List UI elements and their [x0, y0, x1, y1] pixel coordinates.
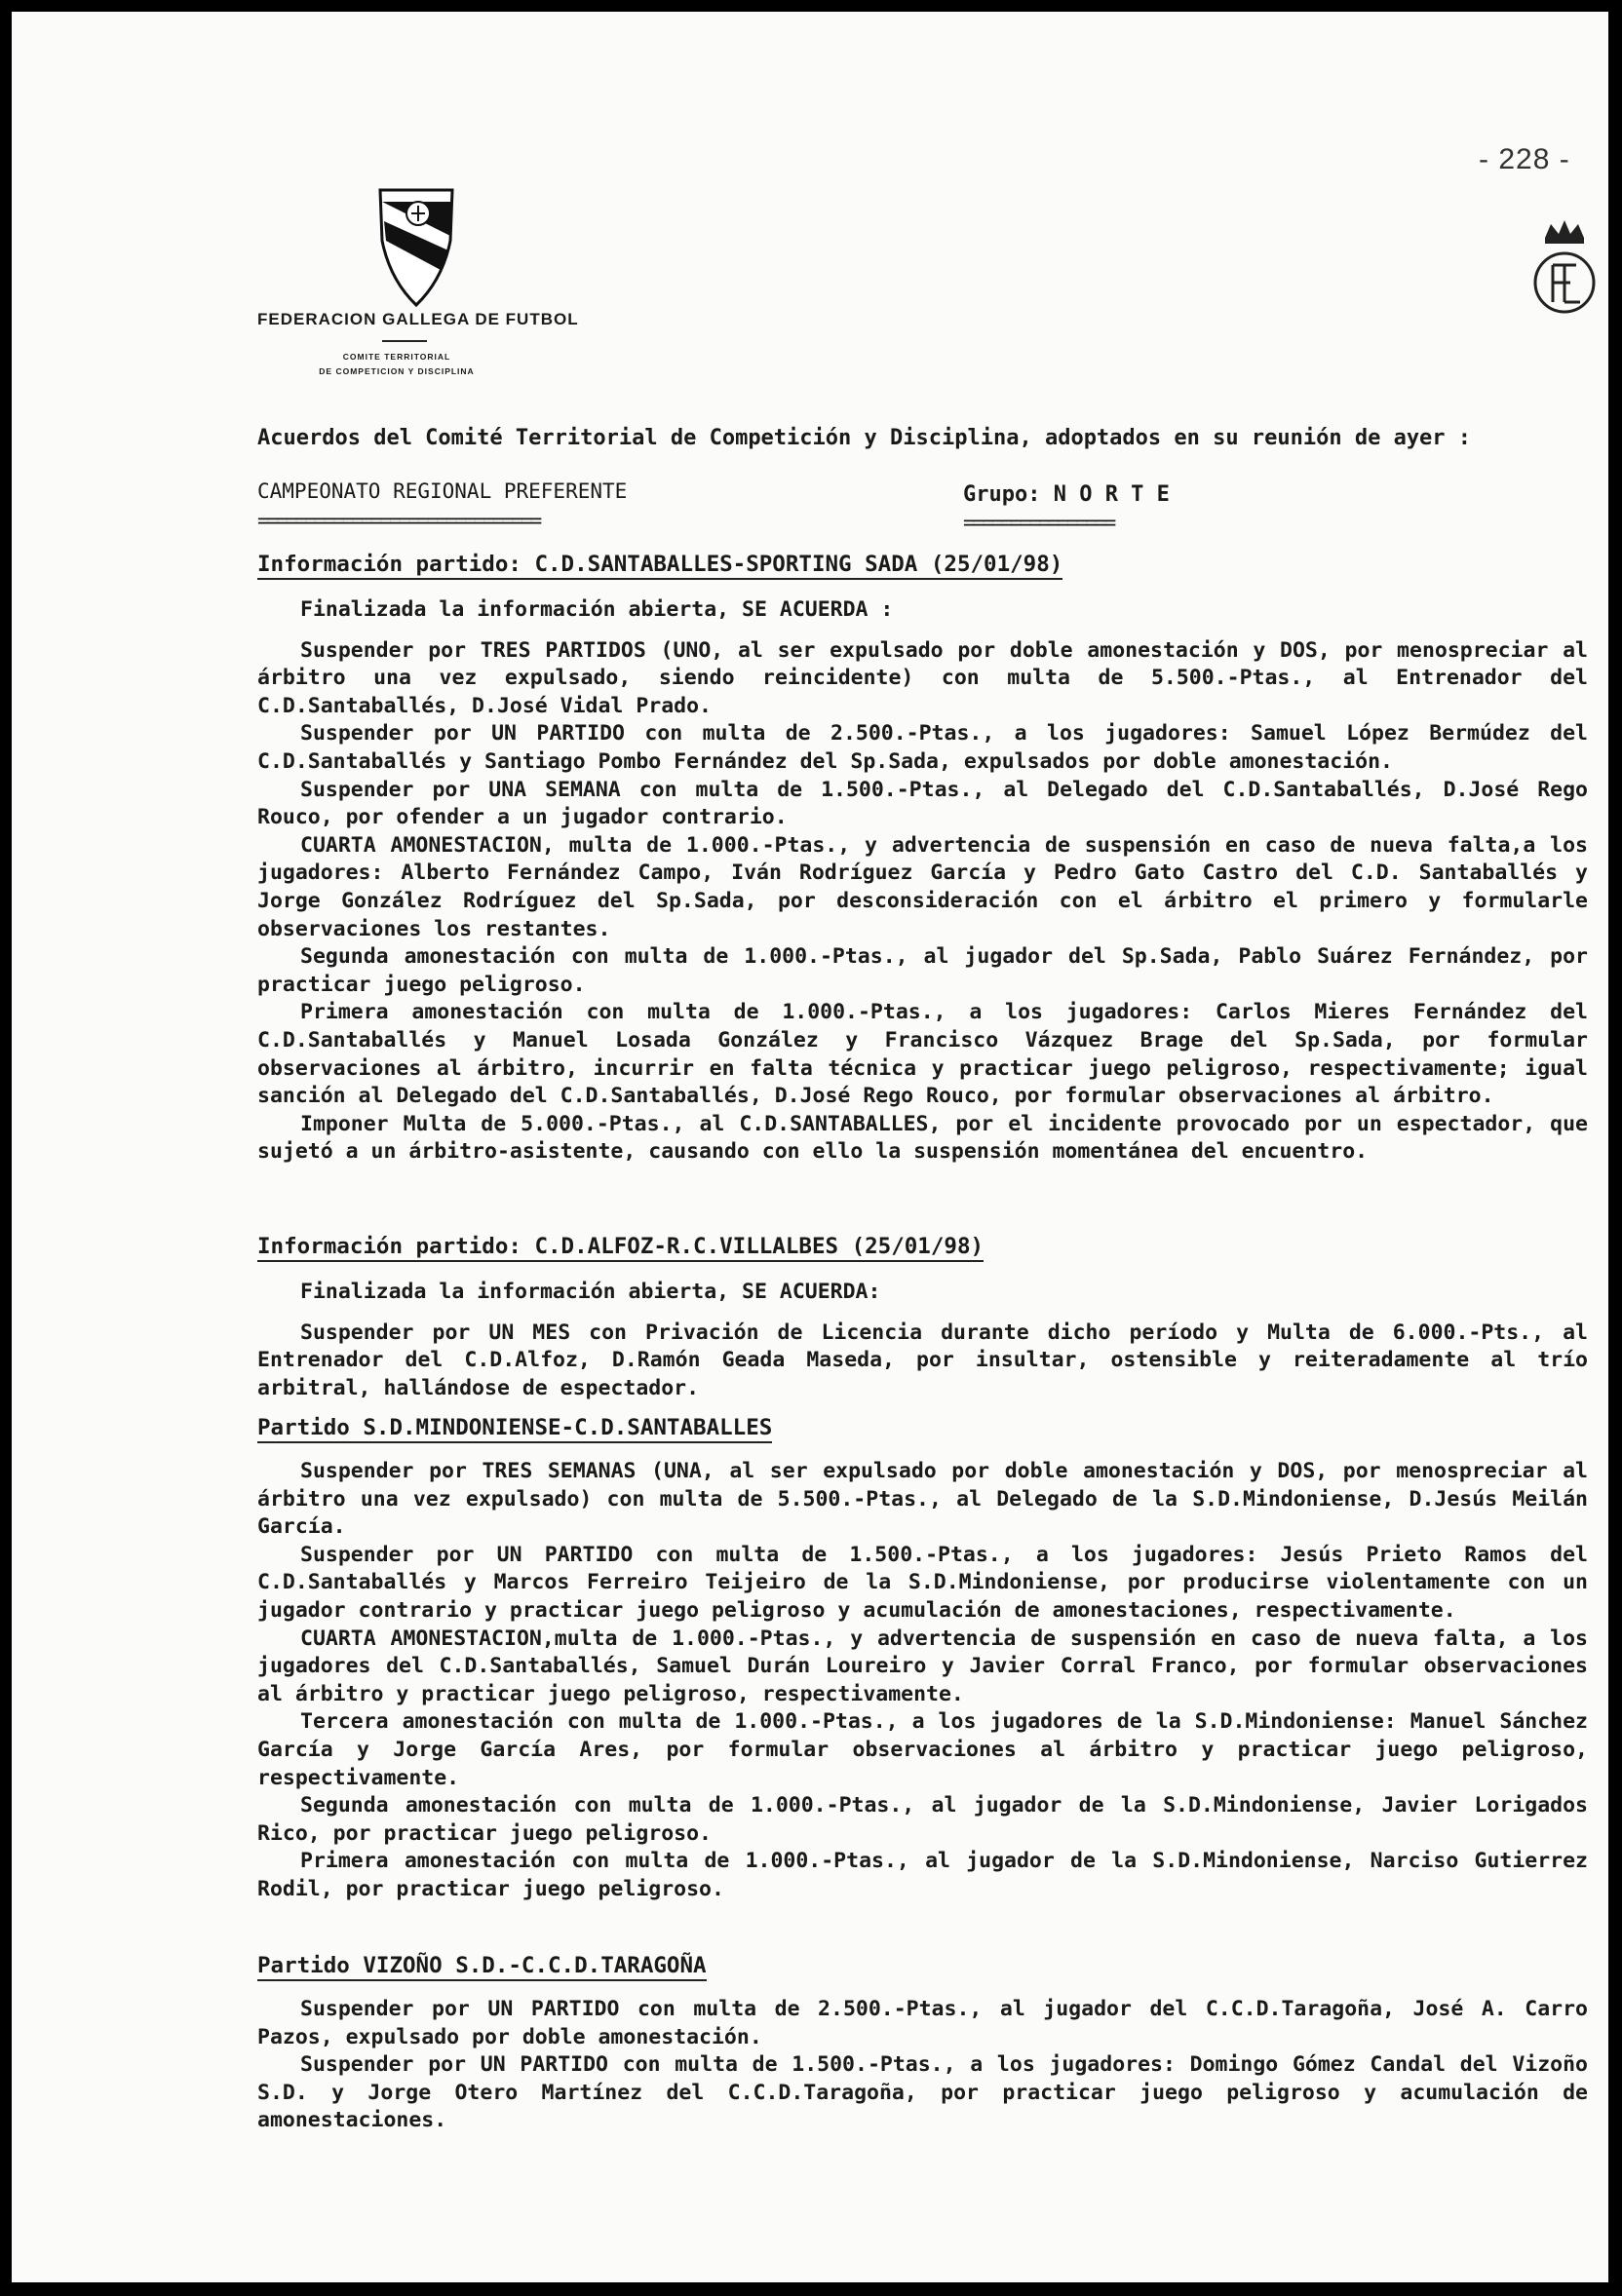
paragraph: Suspender por UN PARTIDO con multa de 1.500.-Ptas., a los jugadores: Jesús Prieto Ramos del C.D.Santaballés y Marcos Ferreiro Teijeiro de la S.D.Mindoniense, por producirse violentamente con un jugador contrario y practicar juego peligroso y acumulación de amonestaciones, respectivamente. — [257, 1542, 1588, 1623]
paragraph: Suspender por TRES PARTIDOS (UNO, al ser expulsado por doble amonestación y DOS, por menospreciar al árbitro una vez expulsado, siendo reincidente) con multa de 5.500.-Ptas., al Entrenador del C.D.Santaballés, D.José Vidal Prado. — [257, 637, 1588, 718]
intro-text: Acuerdos del Comité Territorial de Competición y Disciplina, adoptados en su reunión de ayer : — [257, 426, 1472, 450]
section-heading: Información partido: C.D.ALFOZ-R.C.VILLALBES (25/01/98) — [257, 1234, 984, 1262]
page-number: - 228 - — [1479, 143, 1570, 175]
paragraph: Suspender por UN PARTIDO con multa de 2.500.-Ptas., al jugador del C.C.D.Taragoña, José A. Carro Pazos, expulsado por doble amonestación. — [257, 1997, 1588, 2049]
group-label: Grupo: N O R T E — [963, 482, 1170, 507]
section-heading: Partido S.D.MINDONIENSE-C.D.SANTABALLES — [257, 1415, 772, 1443]
section-body — [257, 1996, 1588, 2135]
paragraph: Segunda amonestación con multa de 1.000.-Ptas., al jugador del Sp.Sada, Pablo Suárez Fernández, por practicar juego peligroso. — [257, 944, 1588, 997]
section-lead: Finalizada la información abierta, SE ACUERDA : — [300, 597, 894, 622]
section-body — [257, 1279, 1588, 1402]
document-page — [12, 12, 1608, 2282]
paragraph: Primera amonestación con multa de 1.000.-Ptas., a los jugadores: Carlos Mieres Fernández del C.D.Santaballés y Manuel Losada González y Francisco Vázquez Brage del Sp.Sada, por formular observaciones al árbitro, incurrir en falta técnica y practicar juego peligroso, respectivamente; igual sanción al Delegado del C.D.Santaballés, D.José Rego Rouco, por formular observaciones al árbitro. — [257, 1000, 1588, 1109]
section-body — [257, 1458, 1588, 1904]
championship-title: CAMPEONATO REGIONAL PREFERENTE — [257, 479, 628, 503]
committee-name: COMITE TERRITORIAL DE COMPETICION Y DISCIPLINA — [319, 352, 475, 376]
paragraph: Suspender por UNA SEMANA con multa de 1.500.-Ptas., al Delegado del C.D.Santaballés, D.José Rego Rouco, por ofender a un jugador contrario. — [257, 777, 1588, 830]
paragraph: Suspender por UN PARTIDO con multa de 2.500.-Ptas., a los jugadores: Samuel López Bermúdez del C.D.Santaballés y Santiago Pombo Fernández del Sp.Sada, expulsados por doble amonestación. — [257, 721, 1588, 774]
rfef-crest-icon — [1527, 216, 1602, 324]
federation-crest-icon — [372, 182, 460, 309]
divider — [382, 340, 427, 342]
paragraph: Suspender por UN PARTIDO con multa de 1.500.-Ptas., a los jugadores: Domingo Gómez Candal del Vizoño S.D. y Jorge Otero Martínez del C.C.D.Taragoña, por practicar juego peligroso y acumulación de amonestaciones. — [257, 2052, 1588, 2133]
paragraph: Tercera amonestación con multa de 1.000.-Ptas., a los jugadores de la S.D.Mindoniense: Manuel Sánchez García y Jorge García Ares, por formular observaciones al árbitro y practicar juego peligroso, respectivamente. — [257, 1709, 1588, 1790]
paragraph: Suspender por TRES SEMANAS (UNA, al ser expulsado por doble amonestación y DOS, por menospreciar al árbitro una vez expulsado) con multa de 5.500.-Ptas., al Delegado de la S.D.Mindoniense, D.Jesús Meilán García. — [257, 1459, 1588, 1540]
paragraph: CUARTA AMONESTACION,multa de 1.000.-Ptas., y advertencia de suspensión en caso de nueva falta, a los jugadores del C.D.Santaballés, Samuel Durán Loureiro y Javier Corral Franco, por formular observaciones al árbitro y practicar juego peligroso, respectivamente. — [257, 1626, 1588, 1706]
federation-name: FEDERACION GALLEGA DE FUTBOL — [257, 310, 579, 328]
section-heading: Partido VIZOÑO S.D.-C.C.D.TARAGOÑA — [257, 1953, 707, 1981]
paragraph: Primera amonestación con multa de 1.000.-Ptas., al jugador de la S.D.Mindoniense, Narciso Gutierrez Rodil, por practicar juego peligroso. — [257, 1849, 1588, 1901]
paragraph: Imponer Multa de 5.000.-Ptas., al C.D.SANTABALLES, por el incidente provocado por un espectador, que sujetó a un árbitro-asistente, causando con ello la suspensión momentánea del encuentro. — [257, 1111, 1588, 1165]
paragraph: CUARTA AMONESTACION, multa de 1.000.-Ptas., y advertencia de suspensión en caso de nueva falta,a los jugadores: Alberto Fernández Campo, Iván Rodríguez García y Pedro Gato Castro del C.D. Santaballés y Jorge González Rodríguez del Sp.Sada, por desconsideración con el árbitro el primero y formularle observaciones los restantes. — [257, 832, 1588, 941]
paragraph: Segunda amonestación con multa de 1.000.-Ptas., al jugador de la S.D.Mindoniense, Javier Lorigados Rico, por practicar juego peligroso. — [257, 1793, 1588, 1846]
group-underline: ================ — [963, 511, 1114, 534]
section-lead: Finalizada la información abierta, SE ACUERDA: — [300, 1280, 881, 1304]
section-body — [257, 596, 1588, 1167]
paragraph: Suspender por UN MES con Privación de Licencia durante dicho período y Multa de 6.000.-Pts., al Entrenador del C.D.Alfoz, D.Ramón Geada Maseda, por insultar, ostensible y reiteradamente al trío arbitral, hallándose de espectador. — [257, 1320, 1588, 1400]
title-underline: ============================== — [257, 509, 540, 532]
section-heading: Información partido: C.D.SANTABALLES-SPORTING SADA (25/01/98) — [257, 552, 1062, 580]
